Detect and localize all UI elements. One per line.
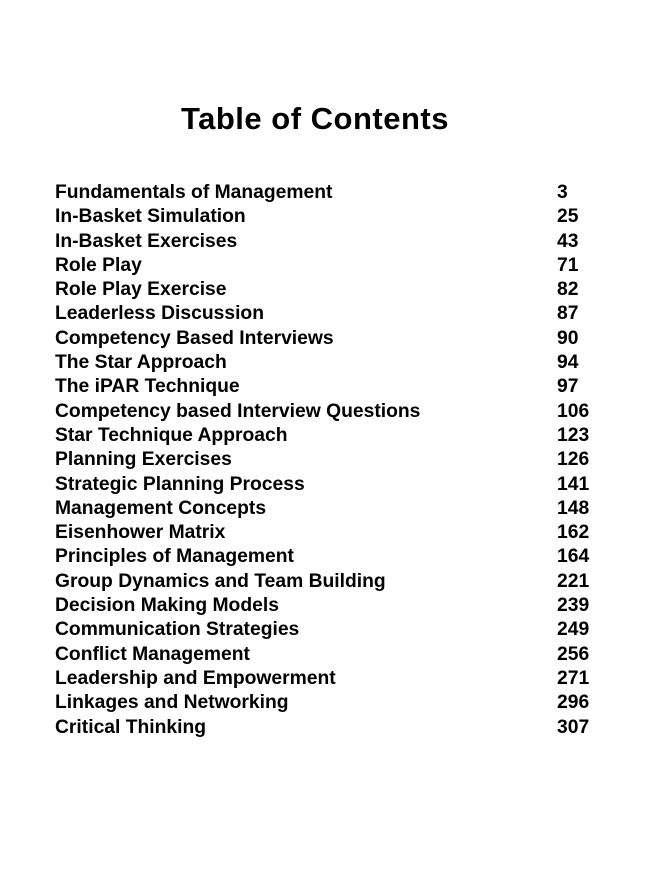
toc-entry-label: Competency Based Interviews [55, 327, 334, 349]
toc-entry [55, 497, 653, 521]
toc-entry [55, 618, 653, 642]
toc-entry-label: Fundamentals of Management [55, 182, 333, 203]
toc-entry [55, 424, 653, 448]
toc-entry-label: Decision Making Models [55, 595, 279, 617]
toc-entry-page-number: 123 [557, 424, 590, 446]
toc-entry-page-number: 82 [557, 279, 579, 301]
toc-entry-page-number: 94 [557, 352, 579, 374]
toc-entry-label: Communication Strategies [55, 619, 300, 641]
toc-entry-label: Eisenhower Matrix [55, 522, 226, 544]
toc-entry-label: Linkages and Networking [55, 692, 289, 714]
toc-entry-label: Leadership and Empowerment [55, 667, 336, 689]
toc-entry-label: Critical Thinking [55, 716, 207, 738]
toc-entry [55, 448, 653, 472]
toc-entry-label: Star Technique Approach [55, 424, 288, 446]
toc-entry-label: Management Concepts [55, 497, 267, 519]
toc-entry-label: Planning Exercises [55, 449, 232, 471]
toc-entry-label: In-Basket Exercises [55, 230, 238, 252]
toc-list [55, 181, 653, 740]
toc-entry-label: Role Play [55, 254, 142, 276]
toc-entry [55, 375, 653, 399]
toc-entry-label: In-Basket Simulation [55, 206, 246, 228]
toc-entry [55, 643, 653, 667]
toc-entry-page-number: 249 [557, 619, 590, 641]
toc-entry [55, 716, 653, 740]
toc-entry [55, 667, 653, 691]
toc-entry-page-number: 221 [557, 570, 590, 592]
toc-entry [55, 400, 653, 424]
page-title: Table of Contents [181, 101, 449, 136]
toc-entry [55, 278, 653, 302]
toc-entry-label: The Star Approach [55, 352, 227, 374]
toc-entry [55, 205, 653, 229]
toc-entry-label: Competency based Interview Questions [55, 400, 421, 422]
toc-entry [55, 521, 653, 545]
toc-entry [55, 473, 653, 497]
toc-entry-label: Strategic Planning Process [55, 473, 305, 495]
toc-entry-page-number: 126 [557, 449, 590, 471]
toc-entry [55, 351, 653, 375]
toc-entry-page-number: 148 [557, 497, 590, 519]
toc-entry [55, 181, 653, 205]
toc-entry [55, 691, 653, 715]
toc-entry-label: Principles of Management [55, 546, 294, 568]
toc-entry-page-number: 164 [557, 546, 590, 568]
toc-entry-page-number: 43 [557, 230, 579, 252]
toc-entry-label: Group Dynamics and Team Building [55, 570, 386, 592]
toc-entry [55, 230, 653, 254]
toc-entry [55, 302, 653, 326]
toc-entry [55, 570, 653, 594]
toc-entry-page-number: 97 [557, 376, 579, 398]
toc-entry-page-number: 71 [557, 254, 579, 276]
toc-entry [55, 254, 653, 278]
toc-entry-label: Conflict Management [55, 643, 250, 665]
toc-entry-label: Role Play Exercise [55, 279, 227, 301]
toc-entry-page-number: 3 [557, 182, 568, 203]
toc-entry-page-number: 106 [557, 400, 590, 422]
toc-entry-page-number: 307 [557, 716, 590, 738]
toc-entry-page-number: 141 [557, 473, 590, 495]
toc-entry-page-number: 25 [557, 206, 579, 228]
toc-entry-page-number: 162 [557, 522, 590, 544]
toc-entry [55, 594, 653, 618]
toc-entry-page-number: 239 [557, 595, 590, 617]
toc-entry-page-number: 271 [557, 667, 590, 689]
toc-entry [55, 545, 653, 569]
toc-entry-page-number: 296 [557, 692, 590, 714]
toc-entry-page-number: 90 [557, 327, 579, 349]
toc-entry-page-number: 87 [557, 303, 579, 325]
toc-entry-label: Leaderless Discussion [55, 303, 264, 325]
toc-entry-page-number: 256 [557, 643, 590, 665]
toc-entry-label: The iPAR Technique [55, 376, 240, 398]
toc-entry [55, 327, 653, 351]
